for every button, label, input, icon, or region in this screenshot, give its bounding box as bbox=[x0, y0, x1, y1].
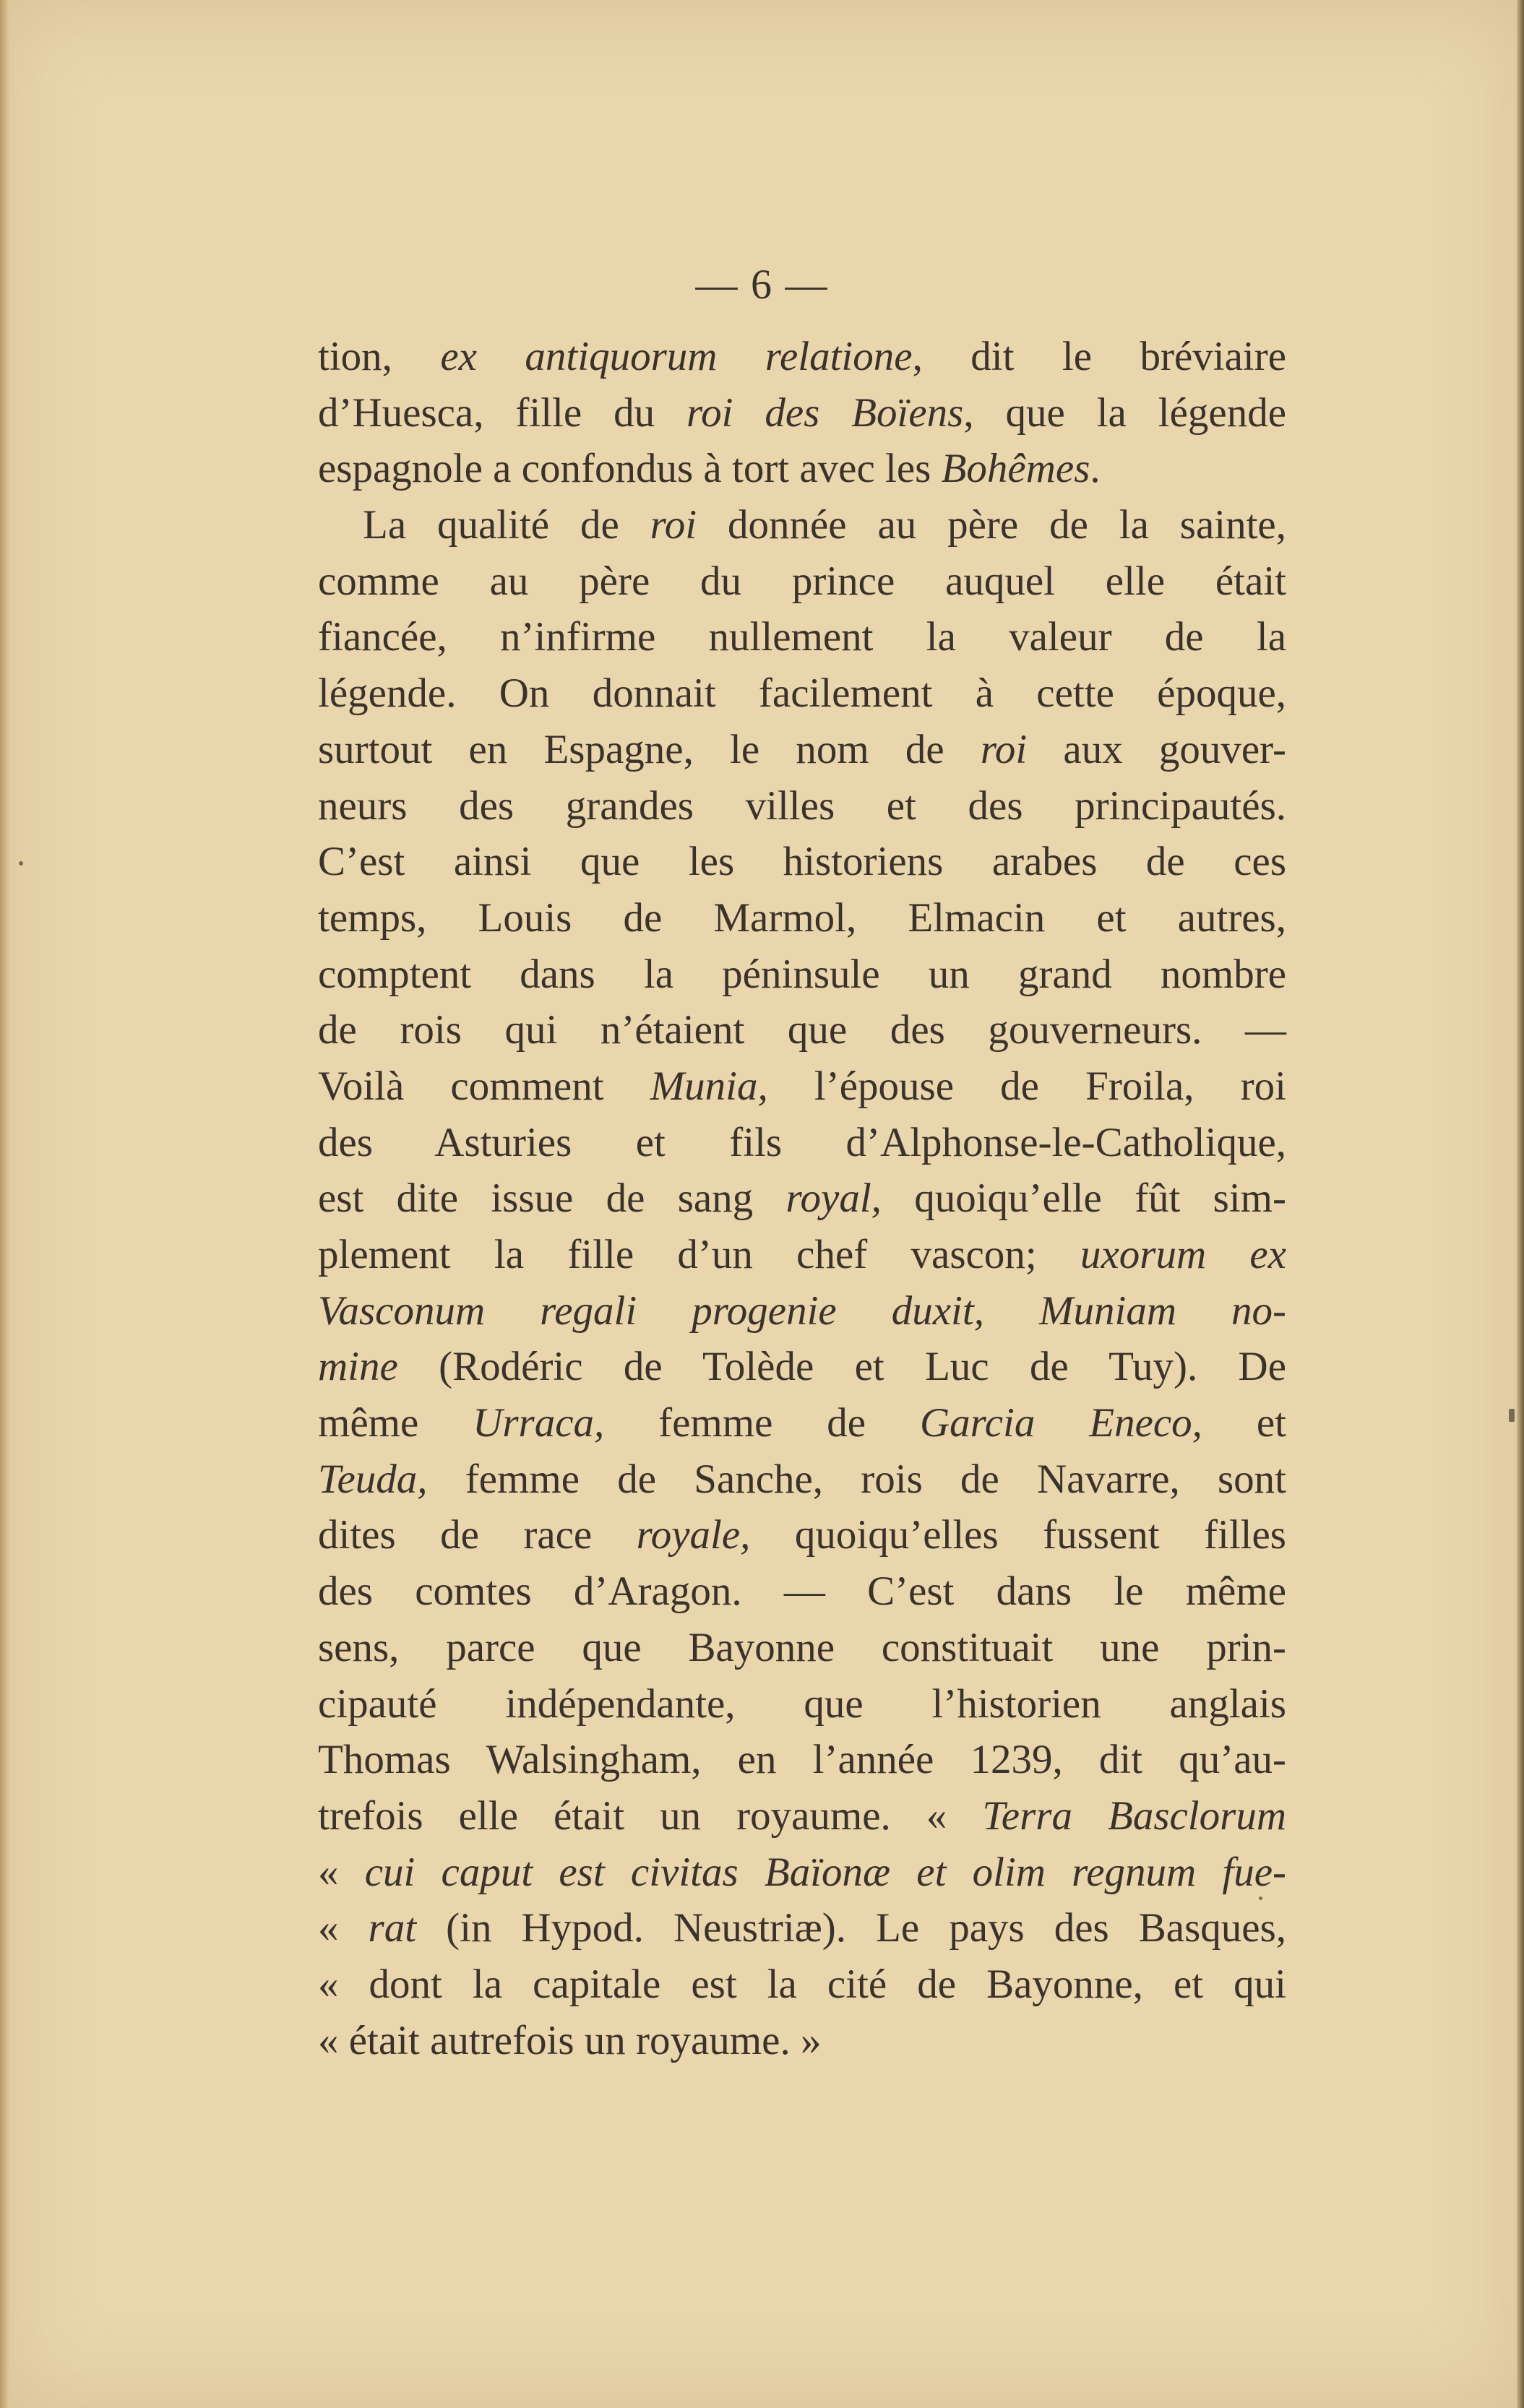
text-span: dites de race bbox=[318, 1512, 637, 1558]
text-span: La qualité de bbox=[363, 502, 650, 548]
text-span: Thomas Walsingham, en l’année 1239, dit qu’au- bbox=[318, 1737, 1286, 1783]
text-span: « bbox=[318, 1905, 369, 1951]
italic-text: royale, bbox=[636, 1512, 751, 1558]
text-span: femme de Sanche, rois de Navarre, sont bbox=[427, 1456, 1286, 1502]
text-line bbox=[318, 1900, 1286, 1956]
text-span: temps, Louis de Marmol, Elmacin et autres, bbox=[318, 894, 1286, 941]
text-span: « dont la capitale est la cité de Bayonne, et qui bbox=[318, 1961, 1286, 2007]
italic-text: Munia, bbox=[650, 1063, 768, 1109]
italic-text: roi bbox=[650, 502, 697, 548]
text-line bbox=[318, 1170, 1286, 1227]
text-span: d’Huesca, fille du bbox=[318, 389, 686, 436]
text-span: même bbox=[318, 1400, 473, 1446]
text-span: espagnole a confondus à tort avec les bbox=[318, 446, 942, 492]
text-span: trefois elle était un royaume. « bbox=[318, 1792, 983, 1839]
text-line bbox=[318, 1283, 1286, 1339]
text-line bbox=[318, 1676, 1286, 1732]
page-right-edge bbox=[1517, 0, 1524, 2408]
text-span: l’épouse de Froila, roi bbox=[767, 1063, 1286, 1109]
text-span: tion, bbox=[318, 334, 441, 379]
italic-text: cui caput est civitas Baïonæ et olim regnum fue- bbox=[364, 1849, 1286, 1895]
text-span: est dite issue de sang bbox=[318, 1175, 786, 1222]
text-span: de rois qui n’étaient que des gouverneurs. — bbox=[318, 1007, 1286, 1053]
text-line bbox=[318, 385, 1286, 441]
text-line bbox=[318, 834, 1286, 890]
text-span: aux gouver- bbox=[1027, 726, 1286, 772]
text-line bbox=[318, 890, 1286, 946]
text-span: . bbox=[1090, 446, 1101, 492]
body-text bbox=[318, 329, 1286, 2068]
text-line bbox=[318, 497, 1286, 553]
text-line bbox=[318, 553, 1286, 610]
italic-text: rat bbox=[368, 1905, 417, 1951]
text-line bbox=[318, 1339, 1286, 1395]
italic-text: Teuda, bbox=[318, 1456, 428, 1502]
page-left-edge bbox=[0, 0, 10, 2408]
text-line bbox=[318, 1620, 1286, 1676]
text-span: surtout en Espagne, le nom de bbox=[318, 726, 981, 772]
text-span: (Rodéric de Tolède et Luc de Tuy). De bbox=[397, 1344, 1286, 1390]
text-span: comme au père du prince auquel elle était bbox=[318, 558, 1286, 604]
text-span: donnée au père de la sainte, bbox=[697, 502, 1286, 548]
text-line bbox=[318, 1115, 1286, 1171]
text-span: « était autrefois un royaume. » bbox=[318, 2017, 822, 2063]
text-line bbox=[318, 1451, 1286, 1508]
italic-text: Urraca, bbox=[473, 1400, 605, 1446]
italic-text: roi des Boïens bbox=[686, 389, 964, 436]
text-span: , que la légende bbox=[963, 389, 1286, 436]
text-line bbox=[318, 665, 1286, 722]
text-span: et bbox=[1202, 1400, 1286, 1446]
text-line bbox=[318, 1507, 1286, 1563]
text-line bbox=[318, 1844, 1286, 1901]
italic-text: uxorum ex bbox=[1080, 1232, 1287, 1277]
text-span: quoiqu’elles fussent filles bbox=[750, 1512, 1286, 1558]
text-line bbox=[318, 1395, 1286, 1451]
paper-speck bbox=[1259, 1896, 1262, 1900]
text-span: C’est ainsi que les historiens arabes de ces bbox=[318, 839, 1286, 885]
text-span: cipauté indépendante, que l’historien anglais bbox=[318, 1680, 1286, 1727]
text-line bbox=[318, 1956, 1286, 2013]
text-line bbox=[318, 1058, 1286, 1115]
italic-text: Garcia Eneco, bbox=[920, 1400, 1202, 1446]
text-line bbox=[318, 722, 1286, 778]
italic-text: Vasconum regali progenie duxit, Muniam no- bbox=[318, 1287, 1286, 1334]
text-line bbox=[318, 329, 1286, 385]
text-span: fiancée, n’infirme nullement la valeur de la bbox=[318, 614, 1286, 660]
text-span: comptent dans la péninsule un grand nombre bbox=[318, 951, 1286, 997]
text-line bbox=[318, 441, 1286, 497]
text-line bbox=[318, 946, 1286, 1003]
text-span: des comtes d’Aragon. — C’est dans le même bbox=[318, 1568, 1286, 1615]
text-line bbox=[318, 1227, 1286, 1283]
text-span: sens, parce que Bayonne constituait une prin- bbox=[318, 1624, 1286, 1670]
text-line bbox=[318, 1732, 1286, 1788]
text-span: « bbox=[318, 1849, 365, 1895]
text-span: femme de bbox=[604, 1400, 920, 1446]
text-line bbox=[318, 1563, 1286, 1620]
text-span: plement la fille d’un chef vascon; bbox=[318, 1232, 1080, 1277]
text-line bbox=[318, 1788, 1286, 1844]
text-span: neurs des grandes villes et des principautés. bbox=[318, 782, 1286, 829]
italic-text: royal, bbox=[785, 1175, 882, 1222]
text-span: quoiqu’elle fût sim- bbox=[881, 1175, 1286, 1222]
text-line bbox=[318, 778, 1286, 834]
text-span: légende. On donnait facilement à cette époque, bbox=[318, 670, 1286, 717]
text-line bbox=[318, 1002, 1286, 1058]
text-line bbox=[318, 2013, 1286, 2069]
italic-text: Bohêmes bbox=[941, 446, 1090, 492]
italic-text: ex antiquorum relatione bbox=[440, 334, 913, 379]
paper-speck bbox=[1509, 1409, 1515, 1422]
text-span: (in Hypod. Neustriæ). Le pays des Basques, bbox=[416, 1905, 1286, 1951]
paper-speck bbox=[19, 861, 23, 866]
page-number: — 6 — bbox=[695, 261, 829, 308]
italic-text: Terra Basclorum bbox=[982, 1792, 1286, 1839]
italic-text: mine bbox=[318, 1344, 398, 1390]
text-span: , dit le bréviaire bbox=[912, 334, 1286, 379]
text-line bbox=[318, 609, 1286, 665]
text-span: Voilà comment bbox=[318, 1063, 650, 1109]
text-span: des Asturies et fils d’Alphonse-le-Catholique, bbox=[318, 1119, 1286, 1165]
italic-text: roi bbox=[980, 726, 1028, 772]
